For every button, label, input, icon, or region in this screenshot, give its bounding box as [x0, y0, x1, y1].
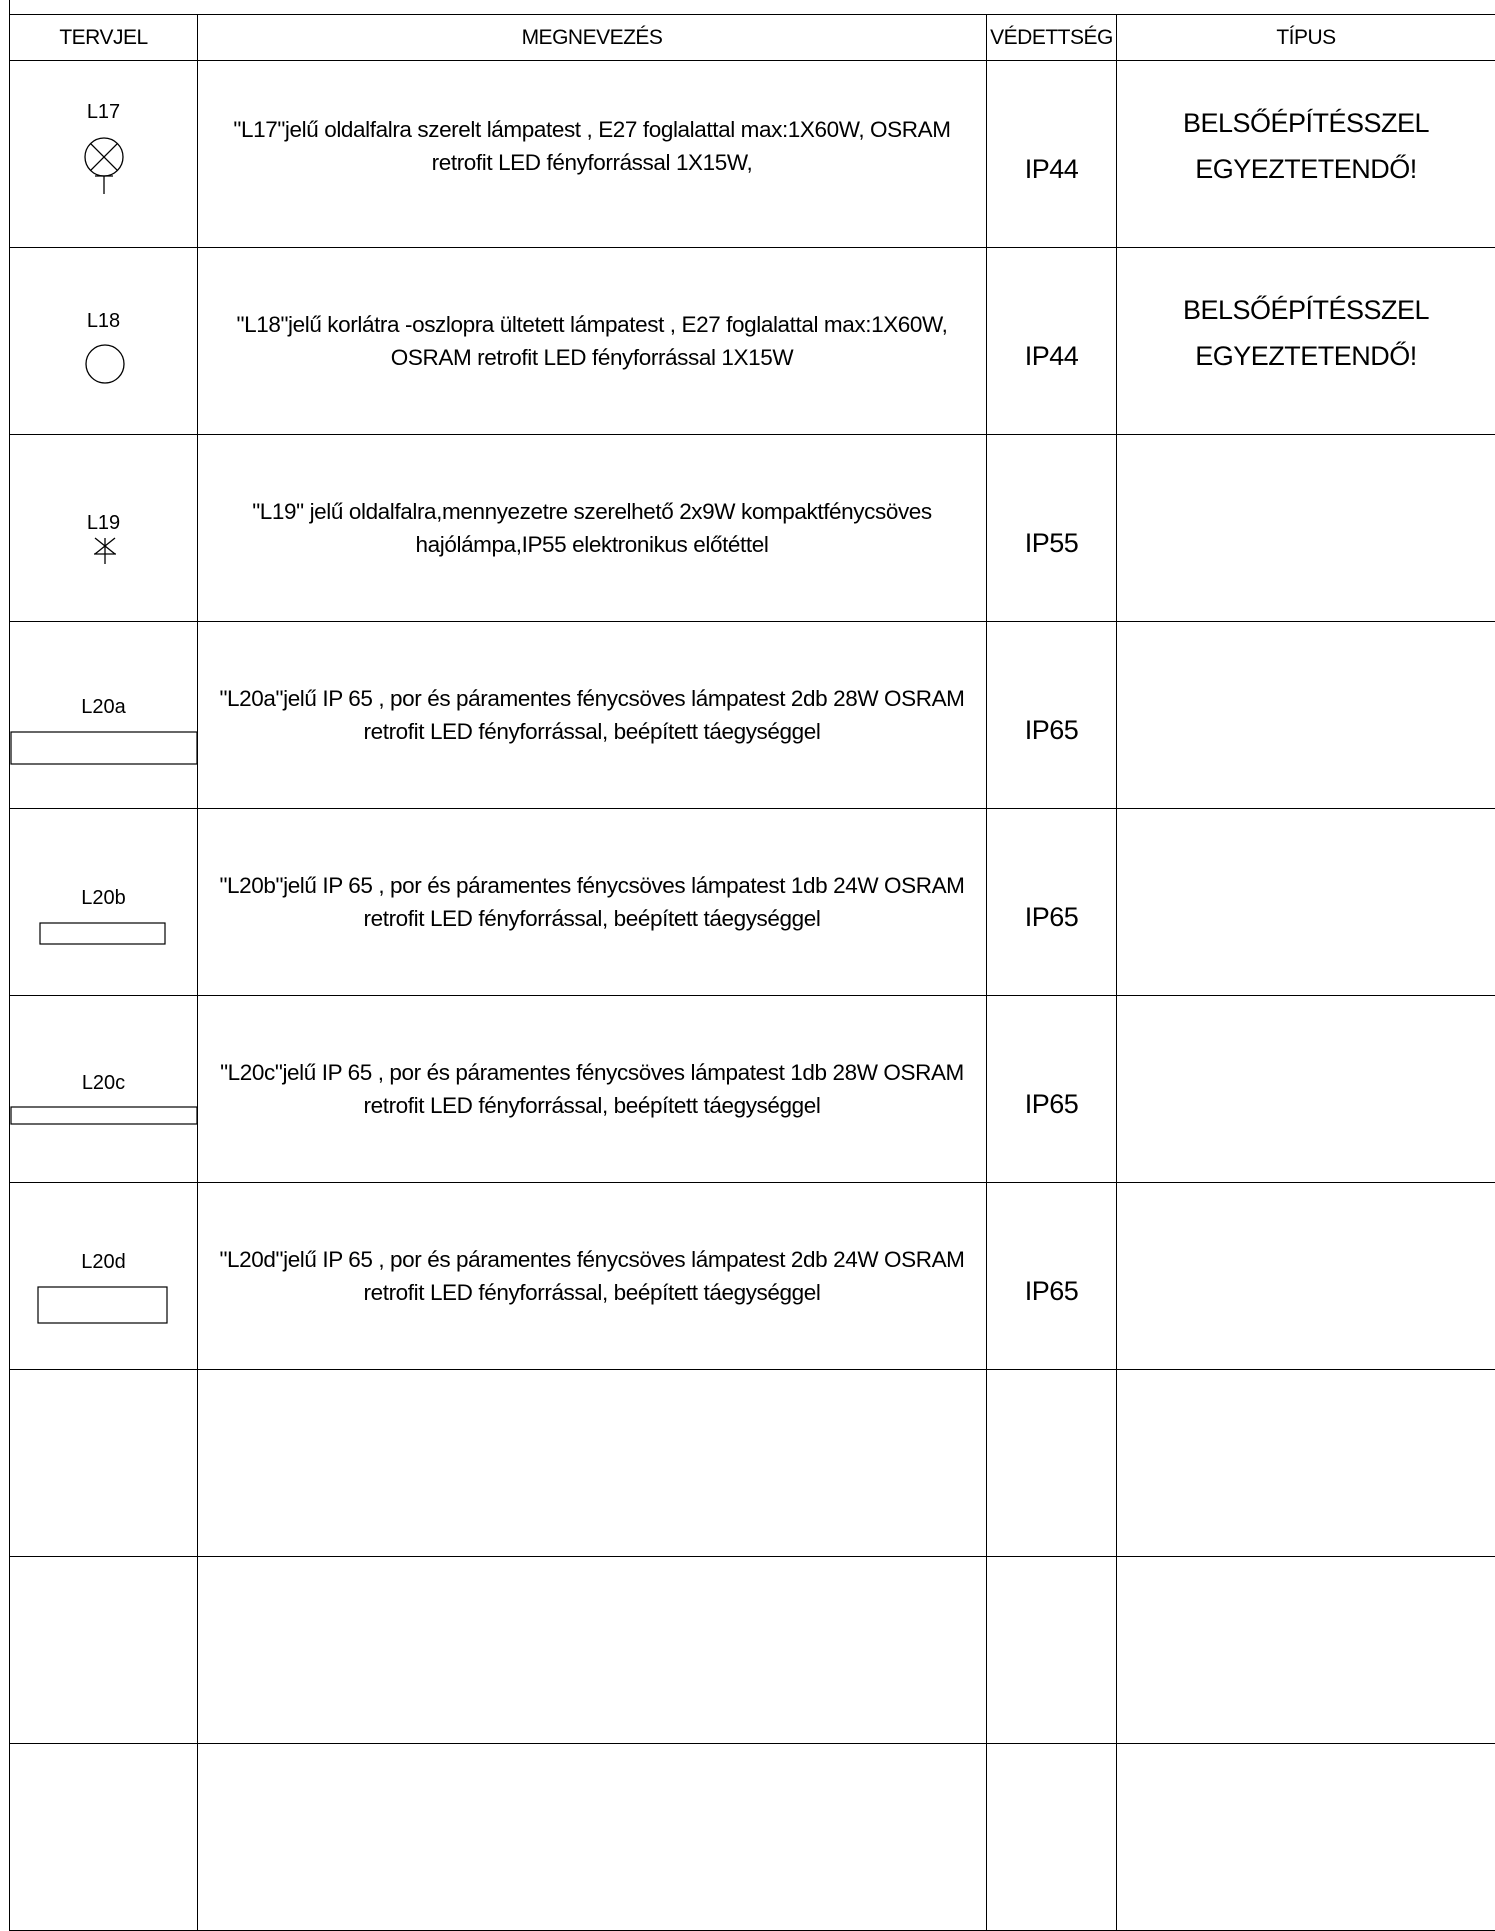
crossed-circle-wall-lamp-icon — [81, 134, 127, 194]
description-line: "L17"jelű oldalfalra szerelt lámpatest , E27 foglalattal max:1X60W, OSRAM — [200, 113, 984, 146]
circle-lamp-icon — [84, 343, 126, 385]
vedettseg-cell — [987, 248, 1117, 435]
megnevezes-cell — [198, 1370, 987, 1557]
tervjel-cell — [10, 809, 198, 996]
tipus-cell — [1117, 1744, 1495, 1931]
header-megnevezes: MEGNEVEZÉS — [198, 15, 987, 61]
megnevezes-cell — [198, 1744, 987, 1931]
ip-rating: IP65 — [987, 715, 1116, 746]
vedettseg-cell — [987, 1370, 1117, 1557]
table-row — [10, 996, 1495, 1183]
description-line: retrofit LED fényforrással, beépített táegységgel — [200, 1276, 984, 1309]
vedettseg-cell — [987, 435, 1117, 622]
megnevezes-cell — [198, 61, 987, 248]
tervjel-cell — [10, 61, 198, 248]
description-line: retrofit LED fényforrással, beépített táegységgel — [200, 715, 984, 748]
ip-rating: IP65 — [987, 1276, 1116, 1307]
description-line: "L19" jelű oldalfalra,mennyezetre szerelhető 2x9W kompaktfénycsöves — [200, 495, 984, 528]
tipus-cell — [1117, 1557, 1495, 1744]
megnevezes-cell — [198, 435, 987, 622]
row-code: L20d — [10, 1251, 197, 1274]
tipus-cell — [1117, 1183, 1495, 1370]
megnevezes-cell — [198, 622, 987, 809]
vedettseg-cell — [987, 61, 1117, 248]
ip-rating: IP44 — [987, 341, 1116, 372]
tipus-line: EGYEZTETENDŐ! — [1117, 333, 1495, 379]
ip-rating: IP55 — [987, 528, 1116, 559]
header-vedettseg: VÉDETTSÉG — [987, 15, 1117, 61]
vedettseg-cell — [987, 1744, 1117, 1931]
tipus-cell — [1117, 1370, 1495, 1557]
megnevezes-cell — [198, 1557, 987, 1744]
ip-rating: IP44 — [987, 154, 1116, 185]
row-code: L20c — [10, 1072, 197, 1095]
header-tervjel: TERVJEL — [10, 15, 198, 61]
vedettseg-cell — [987, 809, 1117, 996]
tervjel-cell — [10, 1183, 198, 1370]
tervjel-cell — [10, 435, 198, 622]
tervjel-cell — [10, 248, 198, 435]
row-code: L18 — [10, 310, 197, 333]
fluorescent-tube-long-icon — [10, 731, 198, 767]
description-line: retrofit LED fényforrással, beépített táegységgel — [200, 1089, 984, 1122]
tervjel-cell — [10, 1744, 198, 1931]
description-line: "L18"jelű korlátra -oszlopra ültetett lámpatest , E27 foglalattal max:1X60W, — [200, 308, 984, 341]
tipus-cell — [1117, 809, 1495, 996]
header-tipus: TÍPUS — [1117, 15, 1495, 61]
table-row-empty — [10, 1744, 1495, 1931]
vedettseg-cell — [987, 996, 1117, 1183]
table-row — [10, 435, 1495, 622]
description-line: "L20d"jelű IP 65 , por és páramentes fénycsöves lámpatest 2db 24W OSRAM — [200, 1243, 984, 1276]
megnevezes-cell — [198, 996, 987, 1183]
megnevezes-cell — [198, 809, 987, 996]
tipus-cell — [1117, 622, 1495, 809]
description-line: hajólámpa,IP55 elektronikus előtéttel — [200, 528, 984, 561]
tipus-cell — [1117, 61, 1495, 248]
description-line: "L20a"jelű IP 65 , por és páramentes fénycsöves lámpatest 2db 28W OSRAM — [200, 682, 984, 715]
row-code: L17 — [10, 101, 197, 124]
tervjel-cell — [10, 1370, 198, 1557]
tipus-line: BELSŐÉPÍTÉSSZEL — [1117, 287, 1495, 333]
description-line: "L20b"jelű IP 65 , por és páramentes fénycsöves lámpatest 1db 24W OSRAM — [200, 869, 984, 902]
table-row — [10, 622, 1495, 809]
compact-fluorescent-lamp-icon — [93, 536, 117, 564]
table-row-empty — [10, 1370, 1495, 1557]
megnevezes-cell — [198, 248, 987, 435]
description-line: "L20c"jelű IP 65 , por és páramentes fénycsöves lámpatest 1db 28W OSRAM — [200, 1056, 984, 1089]
tervjel-cell — [10, 1557, 198, 1744]
fluorescent-tube-thin-icon — [10, 1106, 198, 1126]
description-line: retrofit LED fényforrással, beépített táegységgel — [200, 902, 984, 935]
table-row — [10, 248, 1495, 435]
row-code: L19 — [10, 512, 197, 535]
fluorescent-tube-short-icon — [39, 922, 167, 946]
luminaire-schedule-table — [9, 14, 1495, 1931]
fluorescent-tube-double-icon — [37, 1286, 169, 1326]
tervjel-cell — [10, 622, 198, 809]
tipus-cell — [1117, 996, 1495, 1183]
description-line: retrofit LED fényforrással 1X15W, — [200, 146, 984, 179]
ip-rating: IP65 — [987, 1089, 1116, 1120]
tipus-line: BELSŐÉPÍTÉSSZEL — [1117, 100, 1495, 146]
row-code: L20a — [10, 696, 197, 719]
table-row — [10, 809, 1495, 996]
table-row — [10, 1183, 1495, 1370]
table-row — [10, 61, 1495, 248]
megnevezes-cell — [198, 1183, 987, 1370]
vedettseg-cell — [987, 1557, 1117, 1744]
row-code: L20b — [10, 887, 197, 910]
vedettseg-cell — [987, 1183, 1117, 1370]
table-header-row — [10, 15, 1495, 61]
table-row-empty — [10, 1557, 1495, 1744]
tipus-cell — [1117, 435, 1495, 622]
tipus-line: EGYEZTETENDŐ! — [1117, 146, 1495, 192]
description-line: OSRAM retrofit LED fényforrással 1X15W — [200, 341, 984, 374]
tervjel-cell — [10, 996, 198, 1183]
tipus-cell — [1117, 248, 1495, 435]
vedettseg-cell — [987, 622, 1117, 809]
ip-rating: IP65 — [987, 902, 1116, 933]
